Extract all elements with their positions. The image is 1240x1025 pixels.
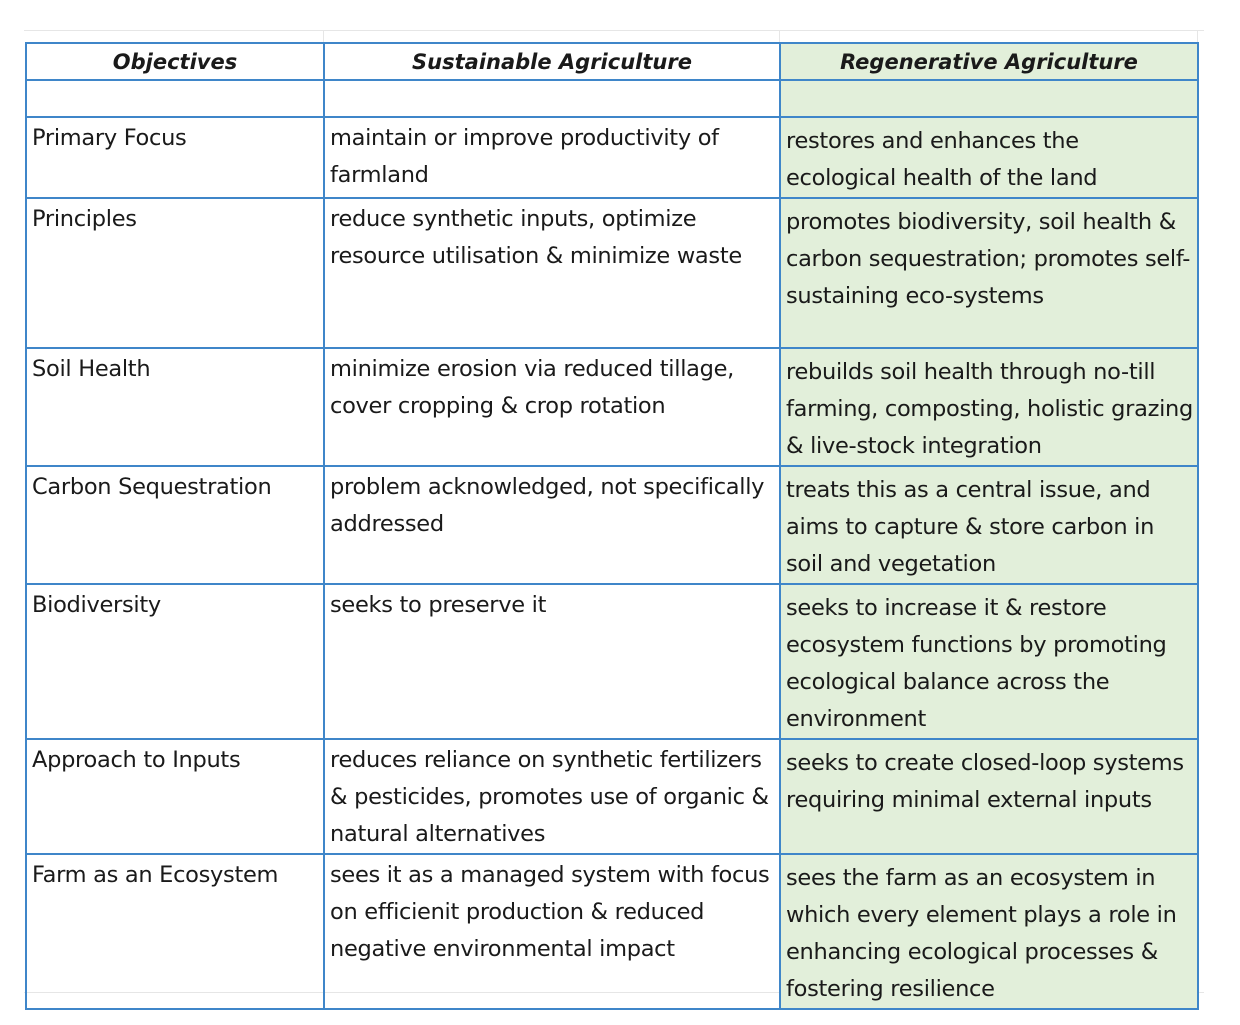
regenerative-text: restores and enhances the ecological health of the land (786, 128, 1098, 191)
objective-label: Approach to Inputs (32, 747, 241, 773)
objective-cell[interactable] (26, 348, 324, 466)
sustainable-cell[interactable] (324, 584, 780, 739)
sustainable-cell[interactable] (324, 854, 780, 1009)
regenerative-cell[interactable] (780, 348, 1198, 466)
table-row (26, 584, 1198, 739)
sustainable-text: minimize erosion via reduced tillage, cover cropping & crop rotation (330, 356, 735, 419)
empty-cell[interactable] (324, 80, 780, 117)
sustainable-cell[interactable] (324, 198, 780, 348)
objective-label: Soil Health (32, 356, 151, 382)
empty-cell[interactable] (26, 80, 324, 117)
regenerative-cell[interactable] (780, 584, 1198, 739)
table-row (26, 854, 1198, 1009)
sustainable-cell[interactable] (324, 348, 780, 466)
objective-label: Primary Focus (32, 125, 187, 151)
regenerative-text: sees the farm as an ecosystem in which every element plays a role in enhancing ecological processes & fostering resilience (786, 865, 1177, 1002)
sustainable-cell[interactable] (324, 466, 780, 584)
regenerative-text: seeks to create closed-loop systems requiring minimal external inputs (786, 750, 1184, 813)
objective-cell[interactable] (26, 466, 324, 584)
empty-cell[interactable] (780, 80, 1198, 117)
objective-cell[interactable] (26, 854, 324, 1009)
header-sustainable[interactable]: Sustainable Agriculture (324, 43, 780, 80)
regenerative-text: rebuilds soil health through no-till farming, composting, holistic grazing & live-stock integration (786, 359, 1193, 459)
spacer-row (26, 80, 1198, 117)
regenerative-cell[interactable] (780, 466, 1198, 584)
regenerative-cell[interactable] (780, 198, 1198, 348)
header-regenerative[interactable]: Regenerative Agriculture (780, 43, 1198, 80)
table-row (26, 466, 1198, 584)
sustainable-text: problem acknowledged, not specifically addressed (330, 474, 765, 537)
table-row (26, 739, 1198, 854)
sustainable-cell[interactable] (324, 739, 780, 854)
objective-label: Biodiversity (32, 592, 161, 618)
regenerative-text: seeks to increase it & restore ecosystem functions by promoting ecological balance across the environment (786, 595, 1167, 732)
gridline (24, 30, 1204, 31)
table-row (26, 117, 1198, 198)
objective-cell[interactable] (26, 584, 324, 739)
regenerative-cell[interactable] (780, 739, 1198, 854)
header-objectives[interactable]: Objectives (26, 43, 324, 80)
objective-cell[interactable] (26, 198, 324, 348)
objective-label: Principles (32, 206, 137, 232)
sustainable-text: maintain or improve productivity of farmland (330, 125, 719, 188)
sustainable-text: seeks to preserve it (330, 592, 547, 618)
sustainable-text: reduce synthetic inputs, optimize resource utilisation & minimize waste (330, 206, 742, 269)
regenerative-cell[interactable] (780, 854, 1198, 1009)
table-row (26, 198, 1198, 348)
objective-cell[interactable] (26, 117, 324, 198)
comparison-table (25, 42, 1199, 1010)
objective-label: Farm as an Ecosystem (32, 862, 279, 888)
objective-label: Carbon Sequestration (32, 474, 272, 500)
table-row (26, 348, 1198, 466)
sustainable-text: reduces reliance on synthetic fertilizers & pesticides, promotes use of organic & natural alternatives (330, 747, 769, 847)
header-row (26, 43, 1198, 80)
sustainable-cell[interactable] (324, 117, 780, 198)
sustainable-text: sees it as a managed system with focus on efficienit production & reduced negative environmental impact (330, 862, 770, 962)
regenerative-text: treats this as a central issue, and aims to capture & store carbon in soil and vegetation (786, 477, 1155, 577)
regenerative-cell[interactable] (780, 117, 1198, 198)
regenerative-text: promotes biodiversity, soil health & carbon sequestration; promotes self-sustaining eco-systems (786, 209, 1191, 309)
objective-cell[interactable] (26, 739, 324, 854)
